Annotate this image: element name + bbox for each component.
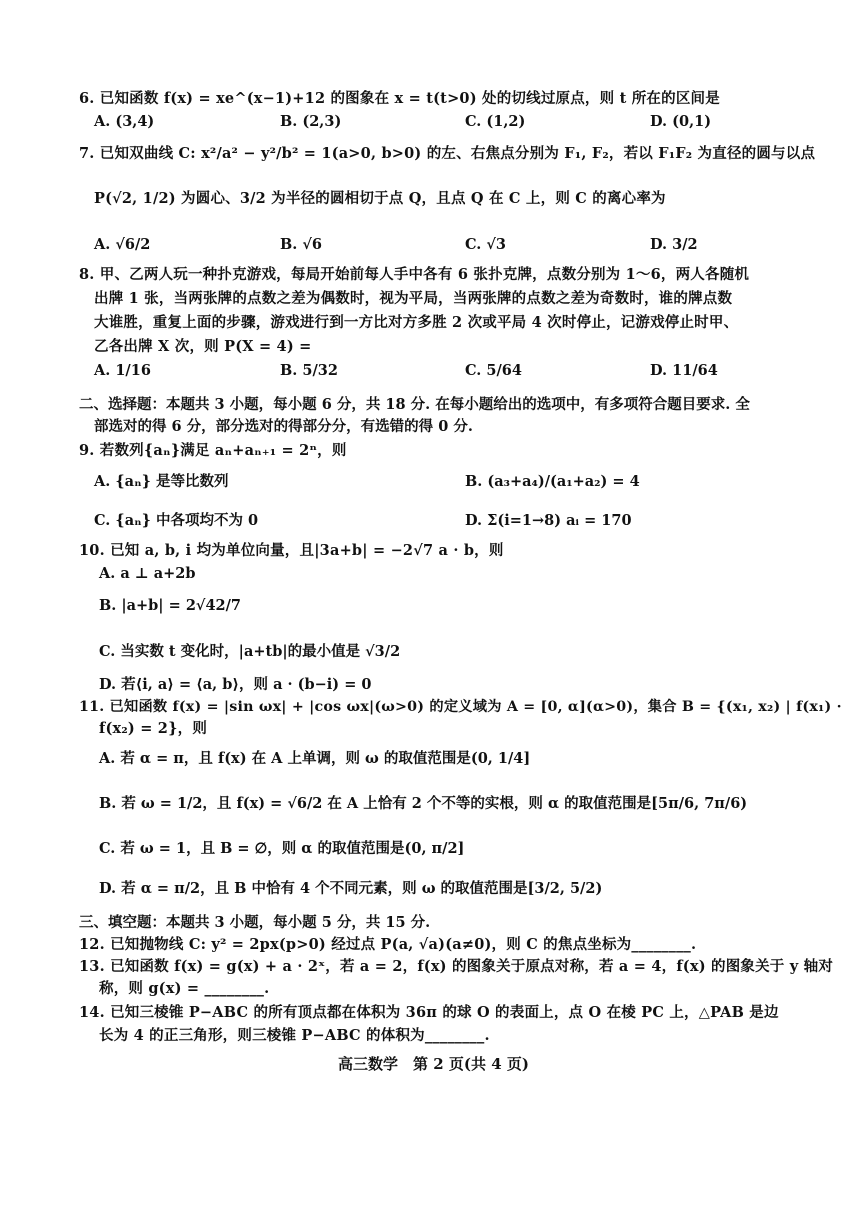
q9-option-c: C. {aₙ} 中各项均不为 0 (94, 512, 259, 529)
q14-stem-line1: 14. 已知三棱锥 P−ABC 的所有顶点都在体积为 36π 的球 O 的表面上，点 O 在棱 PC 上，△PAB 是边 (79, 1004, 779, 1021)
q11-stem-line1: 11. 已知函数 f(x) = |sin ωx| + |cos ωx|(ω>0) 的定义域为 A = [0, α](α>0)，集合 B = {(x₁, x₂) | f(x₁) · (79, 699, 842, 715)
q9-stem: 9. 若数列{aₙ}满足 aₙ+aₙ₊₁ = 2ⁿ，则 (79, 442, 347, 459)
q7-option-c: C. √3 (465, 236, 507, 253)
q8-option-a: A. 1/16 (94, 362, 151, 379)
q11-option-c: C. 若 ω = 1，且 B = ∅，则 α 的取值范围是(0, π/2] (99, 840, 465, 857)
section3-heading: 三、填空题：本题共 3 小题，每小题 5 分，共 15 分. (79, 914, 431, 931)
q8-option-d: D. 11/64 (650, 362, 718, 379)
q8-stem-line2: 出牌 1 张，当两张牌的点数之差为偶数时，视为平局，当两张牌的点数之差为奇数时，谁的牌点数 (94, 290, 733, 307)
q6-option-c: C. (1,2) (465, 113, 526, 130)
section2-heading-line1: 二、选择题：本题共 3 小题，每小题 6 分，共 18 分. 在每小题给出的选项中，有多项符合题目要求. 全 (79, 396, 750, 413)
q9-option-a: A. {aₙ} 是等比数列 (94, 473, 229, 490)
q6-option-d: D. (0,1) (650, 113, 712, 130)
q6-stem: 6. 已知函数 f(x) = xe^(x−1)+12 的图象在 x = t(t>0) 处的切线过原点，则 t 所在的区间是 (79, 90, 720, 107)
q11-option-d: D. 若 α = π/2，且 B 中恰有 4 个不同元素，则 ω 的取值范围是[3/2, 5/2) (99, 880, 603, 897)
q11-stem-line2: f(x₂) = 2}，则 (99, 720, 208, 737)
q9-option-d: D. Σ(i=1→8) aᵢ = 170 (465, 512, 632, 529)
q8-stem-line3: 大谁胜，重复上面的步骤，游戏进行到一方比对方多胜 2 次或平局 4 次时停止，记游戏停止时甲、 (94, 314, 739, 331)
q7-option-b: B. √6 (280, 236, 322, 253)
q8-stem-line1: 8. 甲、乙两人玩一种扑克游戏，每局开始前每人手中各有 6 张扑克牌，点数分别为 1～6，两人各随机 (79, 266, 750, 283)
q13-stem-line2: 称，则 g(x) = ________. (99, 980, 270, 997)
q12-stem: 12. 已知抛物线 C: y² = 2px(p>0) 经过点 P(a, √a)(a≠0)，则 C 的焦点坐标为________. (79, 936, 697, 953)
q10-option-c: C. 当实数 t 变化时，|a+tb|的最小值是 √3/2 (99, 643, 401, 660)
q10-option-a: A. a ⊥ a+2b (99, 565, 196, 582)
q8-stem-line4: 乙各出牌 X 次，则 P(X = 4) = (94, 338, 312, 355)
q14-stem-line2: 长为 4 的正三角形，则三棱锥 P−ABC 的体积为________. (99, 1027, 490, 1044)
q8-option-c: C. 5/64 (465, 362, 522, 379)
q7-option-a: A. √6/2 (94, 236, 151, 253)
q10-option-b: B. |a+b| = 2√42/7 (99, 597, 242, 614)
q8-option-b: B. 5/32 (280, 362, 338, 379)
q7-option-d: D. 3/2 (650, 236, 698, 253)
q11-option-b: B. 若 ω = 1/2，且 f(x) = √6/2 在 A 上恰有 2 个不等的实根，则 α 的取值范围是[5π/6, 7π/6) (99, 795, 748, 812)
q9-option-b: B. (a₃+a₄)/(a₁+a₂) = 4 (465, 473, 640, 490)
q13-stem-line1: 13. 已知函数 f(x) = g(x) + a · 2ˣ，若 a = 2，f(x) 的图象关于原点对称，若 a = 4，f(x) 的图象关于 y 轴对 (79, 958, 834, 975)
section2-heading-line2: 部选对的得 6 分，部分选对的得部分分，有选错的得 0 分. (94, 418, 473, 435)
q11-option-a: A. 若 α = π，且 f(x) 在 A 上单调，则 ω 的取值范围是(0, 1/4] (99, 750, 531, 767)
page-footer: 高三数学 第 2 页(共 4 页) (338, 1055, 529, 1073)
q10-stem: 10. 已知 a, b, i 均为单位向量，且|3a+b| = −2√7 a · b，则 (79, 542, 504, 559)
q7-stem-line2: P(√2, 1/2) 为圆心、3/2 为半径的圆相切于点 Q，且点 Q 在 C 上，则 C 的离心率为 (94, 190, 666, 207)
q10-option-d: D. 若⟨i, a⟩ = ⟨a, b⟩，则 a · (b−i) = 0 (99, 676, 372, 693)
q7-stem-line1: 7. 已知双曲线 C: x²/a² − y²/b² = 1(a>0, b>0) 的左、右焦点分别为 F₁, F₂，若以 F₁F₂ 为直径的圆与以点 (79, 145, 816, 162)
q6-option-b: B. (2,3) (280, 113, 342, 130)
q6-option-a: A. (3,4) (94, 113, 155, 130)
